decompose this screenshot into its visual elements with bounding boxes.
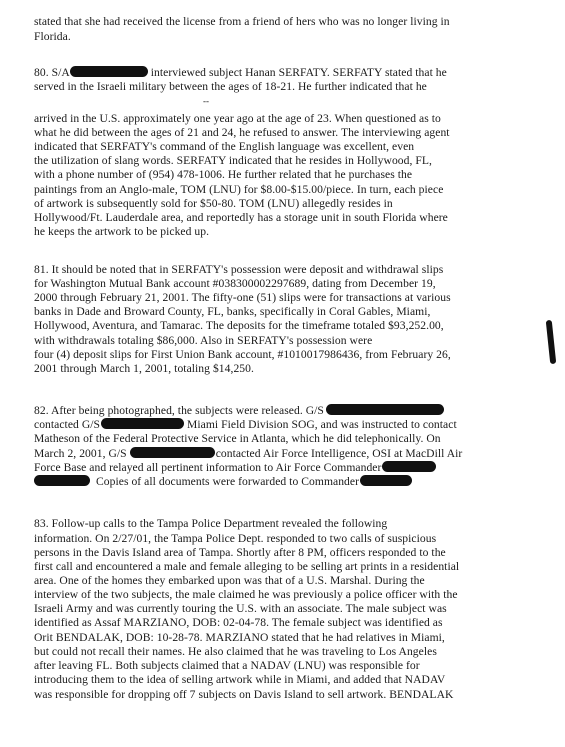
paragraph-82-line <box>34 418 457 432</box>
text-line: 2000 through February 21, 2001. The fifty-one (51) slips were for transactions at various <box>34 291 451 304</box>
text-line: the utilization of slang words. SERFATY indicated that he resides in Hollywood, FL, <box>34 154 432 167</box>
paragraph-82-line <box>34 447 462 461</box>
text-line: 81. It should be noted that in SERFATY's possession were deposit and withdrawal slips <box>34 263 444 276</box>
text-line: with withdrawals totaling $86,000. Also in SERFATY's possession were <box>34 334 373 347</box>
redaction-block <box>70 66 148 77</box>
text-line: information. On 2/27/01, the Tampa Police Dept. responded to two calls of suspicious <box>34 532 437 545</box>
text-segment: 80. S/A <box>34 66 70 79</box>
text-line: indicated that SERFATY's command of the English language was excellent, even <box>34 140 415 153</box>
paragraph-80-line <box>34 66 447 80</box>
text-line: served in the Israeli military between the ages of 18-21. He further indicated that he <box>34 80 427 93</box>
text-segment: contacted G/S <box>34 418 101 431</box>
text-line: identified as Assaf MARZIANO, DOB: 02-04-78. The female subject was identified as <box>34 616 443 629</box>
redaction-block <box>101 418 184 429</box>
text-segment: Copies of all documents were forwarded to Commander <box>96 475 360 488</box>
text-line: Matheson of the Federal Protective Service in Atlanta, which he did telephonically. On <box>34 432 441 445</box>
text-line: persons in the Davis Island area of Tampa. Shortly after 8 PM, officers responded to the <box>34 546 446 559</box>
stray-mark: -- <box>203 96 210 106</box>
text-line: Israeli Army and was currently touring the U.S. with an associate. The male subject was <box>34 602 447 615</box>
redaction-block <box>326 404 444 415</box>
redaction-block <box>34 475 90 486</box>
text-line: of artwork is subsequently sold for $50-80. TOM (LNU) allegedly resides in <box>34 197 393 210</box>
text-line: paintings from an Anglo-male, TOM (LNU) for $8.00-$15.00/piece. In turn, each piece <box>34 183 444 196</box>
text-line: was responsible for dropping off 7 subjects on Davis Island to sell artwork. BENDALAK <box>34 688 454 701</box>
text-line: interview of the two subjects, the male claimed he was previously a police officer with the <box>34 588 458 601</box>
text-line: 83. Follow-up calls to the Tampa Police Department revealed the following <box>34 517 388 530</box>
text-line: Hollywood, Aventura, and Tamarac. The deposits for the timeframe totaled $93,252.00, <box>34 319 444 332</box>
paragraph-82-line <box>34 404 444 418</box>
text-line: with a phone number of (954) 478-1006. He further related that he purchases the <box>34 168 413 181</box>
text-line: stated that she had received the license from a friend of hers who was no longer living in <box>34 15 450 28</box>
paragraph-82-line <box>34 461 436 475</box>
text-segment: Miami Field Division SOG, and was instructed to contact <box>187 418 457 431</box>
text-line: for Washington Mutual Bank account #038300002297689, dating from December 19, <box>34 277 436 290</box>
paragraph-82-line <box>34 475 412 489</box>
text-segment: interviewed subject Hanan SERFATY. SERFATY stated that he <box>150 66 447 79</box>
text-line: four (4) deposit slips for First Union Bank account, #1010017986436, from February 26, <box>34 348 451 361</box>
text-line: but could not recall their names. He also claimed that he was traveling to Los Angeles <box>34 645 437 658</box>
redaction-block <box>130 447 215 458</box>
redaction-block <box>360 475 412 486</box>
text-segment: March 2, 2001, G/S <box>34 447 127 460</box>
text-segment: contacted Air Force Intelligence, OSI at MacDill Air <box>215 447 463 460</box>
text-line: after leaving FL. Both subjects claimed that a NADAV (LNU) was responsible for <box>34 659 420 672</box>
text-line: Hollywood/Ft. Lauderdale area, and reportedly has a storage unit in south Florida where <box>34 211 448 224</box>
text-line: he keeps the artwork to be picked up. <box>34 225 210 238</box>
text-line: Orit BENDALAK, DOB: 10-28-78. MARZIANO stated that he had relatives in Miami, <box>34 631 445 644</box>
text-line: first call and encountered a male and female alleging to be selling art prints in a residential <box>34 560 460 573</box>
text-line: Florida. <box>34 30 71 43</box>
redaction-block <box>382 461 436 472</box>
text-segment: 82. After being photographed, the subjects were released. G/S <box>34 404 324 417</box>
margin-bar-mark <box>546 320 557 364</box>
text-segment: Force Base and relayed all pertinent information to Air Force Commander <box>34 461 382 474</box>
text-line: area. One of the homes they embarked upon was that of a U.S. Marshal. During the <box>34 574 425 587</box>
text-line: 2001 through March 1, 2001, totaling $14,250. <box>34 362 254 375</box>
text-line: introducing them to the idea of selling artwork while in Miami, and added that NADAV <box>34 673 446 686</box>
text-line: banks in Dade and Broward County, FL, banks, specifically in Coral Gables, Miami, <box>34 305 431 318</box>
text-line: what he did between the ages of 21 and 24, he refused to answer. The interviewing agent <box>34 126 450 139</box>
text-line: arrived in the U.S. approximately one year ago at the age of 23. When questioned as to <box>34 112 441 125</box>
